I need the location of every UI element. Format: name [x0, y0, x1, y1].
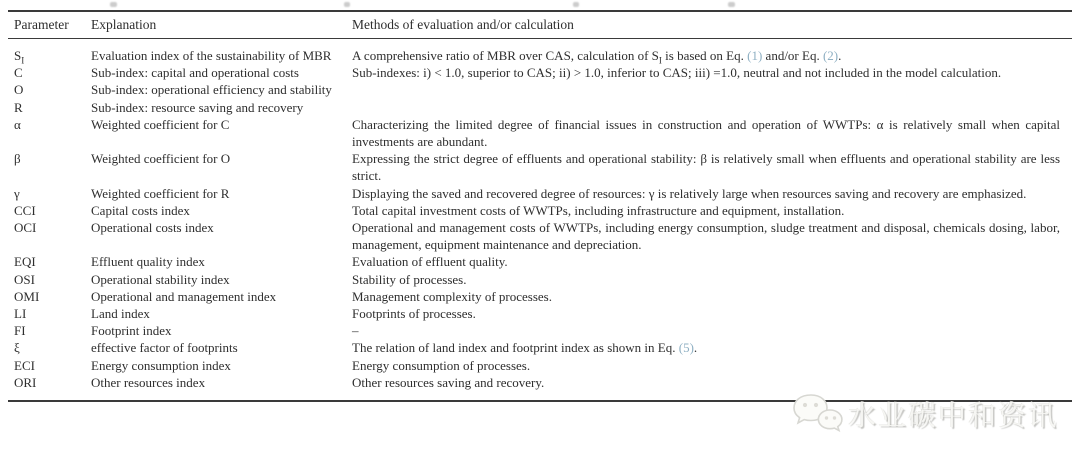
parameter-cell: OCI: [14, 220, 37, 236]
methods-cell: Operational and management costs of WWTPs, including energy consumption, sludge treatment and disposal, chemicals dosing, labor, management, equipment maintenance and depreciation.: [352, 220, 1060, 253]
parameter-subscript: I: [21, 55, 25, 66]
methods-cell: Footprints of processes.: [352, 306, 476, 322]
explanation-cell: Capital costs index: [91, 202, 190, 218]
methods-cell: Management complexity of processes.: [352, 288, 552, 304]
methods-cell: Sub-indexes: i) < 1.0, superior to CAS; ii) > 1.0, inferior to CAS; iii) =1.0, neutral and not included in the model calculation.: [352, 65, 1002, 81]
cropped-text-artifact: [728, 2, 735, 7]
explanation-cell: effective factor of footprints: [91, 340, 238, 356]
methods-cell: Expressing the strict degree of effluents and operational stability: β is relatively small when effluents and operational stability are less strict.: [352, 151, 1060, 184]
parameter-cell: EQI: [14, 254, 36, 270]
methods-cell: The relation of land index and footprint index as shown in Eq. (5).: [352, 340, 698, 356]
table-row: [8, 150, 1072, 184]
methods-cell: A comprehensive ratio of MBR over CAS, calculation of $S_I$ is based on Eq. (1) and/or Eq. (2).: [352, 48, 842, 66]
methods-cell: Characterizing the limited degree of financial issues in construction and operation of WWTPs: α is relatively small when capital investments are abundant.: [352, 116, 1060, 150]
methods-cell: Energy consumption of processes.: [352, 357, 531, 373]
explanation-cell: Land index: [91, 306, 150, 322]
parameter-cell: α: [14, 116, 21, 132]
table-row: [8, 219, 1072, 253]
explanation-cell: Operational and management index: [91, 288, 277, 304]
eq-ref-link[interactable]: (5): [678, 340, 694, 356]
parameter-cell: O: [14, 82, 24, 98]
eq-ref-link[interactable]: (2): [822, 48, 839, 63]
explanation-cell: Evaluation index of the sustainability of MBR: [91, 48, 332, 63]
table-row: [8, 271, 1072, 288]
parameter-cell: ECI: [14, 357, 35, 373]
explanation-cell: Weighted coefficient for O: [91, 151, 231, 167]
parameter-cell: CCI: [14, 202, 36, 218]
table-header-row: [8, 11, 1072, 39]
table-row: [8, 185, 1072, 202]
parameter-cell: R: [14, 99, 23, 115]
watermark-text: 水业碳中和资讯: [848, 399, 1059, 432]
explanation-cell: Weighted coefficient for R: [91, 185, 230, 201]
table-row: [8, 64, 1072, 81]
explanation-cell: Sub-index: operational efficiency and stability: [91, 82, 332, 98]
methods-cell: –: [352, 323, 359, 339]
explanation-cell: Effluent quality index: [91, 254, 205, 270]
explanation-cell: Footprint index: [91, 323, 172, 339]
methods-cell: Other resources saving and recovery.: [352, 374, 545, 390]
table-row: [8, 357, 1072, 374]
explanation-cell: Energy consumption index: [91, 357, 231, 373]
table-row: [8, 339, 1072, 356]
parameter-table: [8, 10, 1072, 402]
explanation-cell: Sub-index: capital and operational costs: [91, 65, 299, 81]
methods-cell: Evaluation of effluent quality.: [352, 254, 508, 270]
table-body: [8, 39, 1072, 402]
parameter-cell: $S_I$: [14, 48, 25, 66]
parameter-cell: FI: [14, 323, 26, 339]
parameter-cell: OSI: [14, 271, 35, 287]
table-row: [8, 116, 1072, 150]
wechat-logo-icon: [791, 392, 843, 436]
parameter-cell: OMI: [14, 288, 40, 304]
column-header-explanation: Explanation: [91, 11, 347, 39]
parameter-cell: β: [14, 151, 21, 167]
parameter-cell: γ: [14, 185, 20, 201]
table-row: [8, 305, 1072, 322]
explanation-cell: Operational stability index: [91, 271, 230, 287]
explanation-cell: Weighted coefficient for C: [91, 116, 230, 132]
table-row: [8, 39, 1072, 65]
watermark: [791, 391, 1058, 437]
eq-ref-link[interactable]: (1): [747, 48, 763, 63]
parameter-cell: ORI: [14, 374, 37, 390]
methods-cell: Total capital investment costs of WWTPs, including infrastructure and equipment, installation.: [352, 202, 845, 218]
inline-subscript: I: [658, 55, 662, 66]
table-row: [8, 202, 1072, 219]
cropped-text-artifact: [110, 2, 117, 7]
parameter-cell: ξ: [14, 340, 20, 356]
table-row: [8, 322, 1072, 339]
explanation-cell: Operational costs index: [91, 220, 214, 236]
methods-cell: Displaying the saved and recovered degree of resources: γ is relatively large when resources saving and recovery are emphasized.: [352, 185, 1027, 201]
methods-cell: Stability of processes.: [352, 271, 467, 287]
explanation-cell: Other resources index: [91, 374, 206, 390]
parameter-cell: LI: [14, 306, 27, 322]
parameter-cell: C: [14, 65, 23, 81]
explanation-cell: Sub-index: resource saving and recovery: [91, 99, 304, 115]
table-row: [8, 253, 1072, 270]
column-header-parameter: Parameter: [8, 11, 91, 39]
column-header-methods: Methods of evaluation and/or calculation: [347, 11, 1072, 39]
cropped-text-artifact: [573, 2, 579, 7]
table-row: [8, 288, 1072, 305]
cropped-text-artifact: [344, 2, 350, 7]
